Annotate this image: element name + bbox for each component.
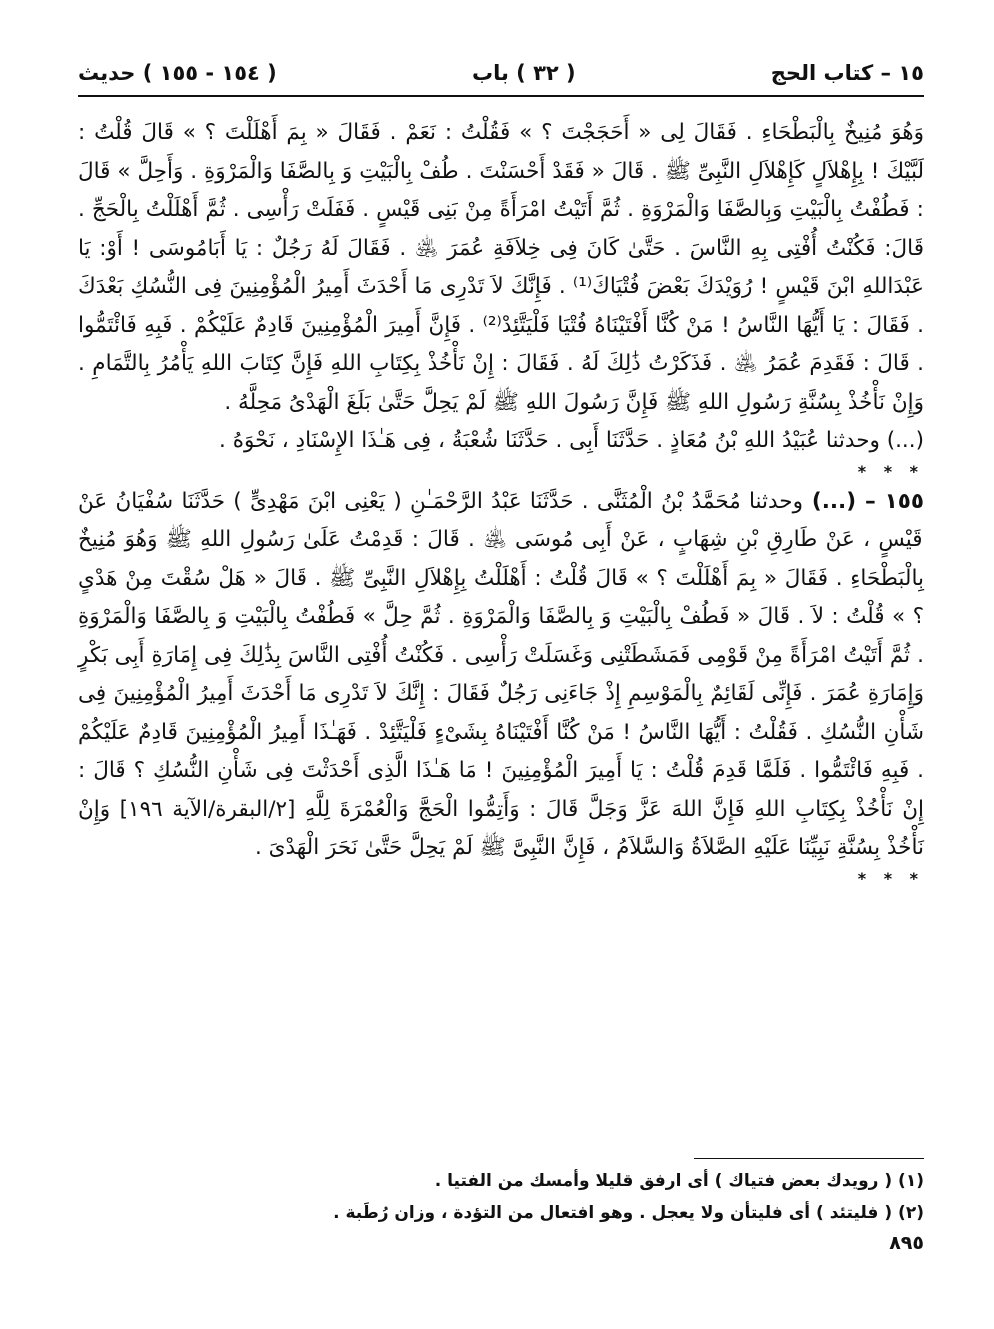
text-line: فَطُفْتُ بِالْبَيْتِ وَبِالصَّفَا وَالْمَرْوَةِ . ثُمَّ أَتَيْتُ امْرَأَةً مِنْ بَنِى قَيْسٍ . فَفَلَتْ رَأْسِى . ثُمَّ أَهْلَلْتُ بِالْحَجِّ . xyxy=(78,197,910,222)
footnote-1: (١) ( رويدك بعض فتياك ) أى ارفق قليلا وأمسك من الفتيا . xyxy=(434,1171,924,1191)
text-line: يَا أَيُّهَا النَّاسُ ! مَنْ كُنَّا أَفْتَيْنَاهُ فُتْيَا فَلْيَتَّئِدْ⁽²⁾ . فَإِنَّ أَمِيرَ الْمُؤْمِنِينَ قَادِمٌ عَلَيْكُمْ . فَبِهِ فَائْتَمُّوا . قَالَ : xyxy=(78,312,924,376)
text-line: قَالَ: فَكُنْتُ أُفْتِى بِهِ النَّاسَ . حَتَّىٰ كَانَ فِى خِلاَفَةِ عُمَرَ ﵁ . فَقَالَ لَهُ رَجُلٌ : يَا أَبَامُوسَى ! أَوْ: يَا عَبْدَاللهِ xyxy=(78,235,925,299)
section-separator: * * * xyxy=(857,461,924,481)
text-line: بِالْبَطْحَاءِ . فَقَالَ « بِمَ أَهْلَلْتَ ؟ » قَالَ قُلْتُ : أَهْلَلْتُ بِإِهْلاَلِ النَّبِىِّ ﷺ . قَالَ « هَلْ سُقْتَ مِنْ هَدْىٍ ؟ » xyxy=(78,565,925,629)
footnote-divider xyxy=(694,1158,924,1159)
footnote-2: (٢) ( فليتئد ) أى فليتأن ولا يعجل . وهو افتعال من التؤدة ، وزان رُطَبة . xyxy=(333,1203,924,1223)
section1-text xyxy=(78,114,924,422)
text-line: بِإِهْلاَلٍ كَإِهْلاَلِ النَّبِىِّ ﷺ . قَالَ « فَقَدْ أَحْسَنْتَ . طُفْ بِالْبَيْتِ وَ بِالصَّفَا وَالْمَرْوَةِ . وَأَحِلَّ » قَالَ : xyxy=(78,158,924,222)
text-line: بِكِتَابِ اللهِ فَإِنَّ اللهَ عَزَّ وَجَلَّ قَالَ : وَأَتِمُّوا الْحَجَّ وَالْعُمْرَةَ لِلَّهِ [٢/البقرة/الآية ١٩٦] وَإِنْ نَأْخُذْ بِسُنَّةِ نَبِيِّنَا xyxy=(78,796,924,860)
page-header xyxy=(78,52,924,94)
book-page xyxy=(78,52,924,1302)
header-hadith-range: ( ١٥٤ - ١٥٥ ) حديث xyxy=(78,61,277,85)
isnad-text: (...) وحدثنا عُبَيْدُ اللهِ بْنُ مُعَاذٍ . حَدَّثَنَا أَبِى . حَدَّثَنَا شُعْبَةُ ، فِى هَـٰذَا الإِسْنَادِ ، نَحْوَهُ . xyxy=(219,428,924,453)
text-line: قُلْتُ : لاَ . قَالَ « فَطُفْ بِالْبَيْتِ وَ بِالصَّفَا وَالْمَرْوَةِ . ثُمَّ حِلَّ » فَطُفْتُ بِالْبَيْتِ وَ بِالصَّفَا وَالْمَرْوَةِ . xyxy=(78,604,924,668)
header-chapter: ( ٣٢ ) باب xyxy=(471,61,576,85)
header-book-title: ١٥ – كتاب الحج xyxy=(770,61,924,85)
text-line: وَهُوَ مُنِيخٌ بِالْبَطْحَاءِ . فَقَالَ لِى « أَحَجَجْتَ ؟ » فَقُلْتُ : نَعَمْ . فَقَالَ « بِمَ أَهْلَلْتَ ؟ » قَالَ قُلْتُ : لَبَّيْكَ ! xyxy=(78,120,924,184)
text-line: ثُمَّ أَتَيْتُ امْرَأَةً مِنْ قَوْمِى فَمَشَطَتْنِى وَغَسَلَتْ رَأْسِى . فَكُنْتُ أُفْتِى النَّاسَ بِذَٰلِكَ فِى إِمَارَةِ أَبِى بَكْرٍ xyxy=(78,642,911,668)
text-line: نَأْخُذْ بِسُنَّةِ رَسُولِ اللهِ ﷺ فَإِنَّ رَسُولَ اللهِ ﷺ لَمْ يَحِلَّ حَتَّىٰ بَلَغَ الْهَدْىُ مَحِلَّهُ . xyxy=(224,389,886,415)
hadith-number: ١٥٥ – (...) xyxy=(802,488,924,514)
header-divider xyxy=(78,95,924,97)
text-line: فَقَدِمَ عُمَرُ ﵁ . فَذَكَرْتُ ذَٰلِكَ لَهُ . فَقَالَ : إِنْ نَأْخُذْ بِكِتَابِ اللهِ فَإِنَّ كِتَابَ اللهِ يَأْمُرُ بِالتَّمَامِ . وَإِنْ xyxy=(78,351,924,415)
text-line: النُّسُكِ . فَقُلْتُ : أَيُّهَا النَّاسُ ! مَنْ كُنَّا أَفْتَيْنَاهُ بِشَىْءٍ فَلْيَتَّئِدْ . فَهَـٰذَا أَمِيرُ الْمُؤْمِنِينَ قَادِمٌ عَلَيْكُمْ . فَبِهِ xyxy=(78,719,925,783)
page-number: ٨٩٥ xyxy=(889,1232,924,1254)
isnad-line xyxy=(78,422,924,461)
text-line: عَلَيْهِ الصَّلاَةُ وَالسَّلاَمُ ، فَإِنَّ النَّبِىَّ ﷺ لَمْ يَحِلَّ حَتَّىٰ نَحَرَ الْهَدْىَ . xyxy=(254,835,792,860)
section2-text xyxy=(78,483,924,868)
text-line: ابْنَ قَيْسٍ ! رُوَيْدَكَ بَعْضَ فُتْيَاكَ⁽¹⁾ . فَإِنَّكَ لاَ تَدْرِى مَا أَحْدَثَ أَمِيرُ الْمُؤْمِنِينَ فِى النُّسُكِ بَعْدَكَ . فَقَالَ : xyxy=(78,274,925,338)
text-line: فَائْتَمُّوا . فَلَمَّا قَدِمَ قُلْتُ : يَا أَمِيرَ الْمُؤْمِنِينَ ! مَا هَـٰذَا الَّذِى أَحْدَثْتَ فِى شَأْنِ النُّسُكِ ؟ قَالَ : إِنْ نَأْخُذْ xyxy=(78,758,924,822)
text-line: عَنْ قَيْسٍ ، عَنْ طَارِقِ بْنِ شِهَابٍ ، عَنْ أَبِى مُوسَى ﵁ . قَالَ : قَدِمْتُ عَلَىٰ رَسُولِ اللهِ ﷺ وَهُوَ مُنِيخٌ xyxy=(78,488,923,552)
text-line: وحدثنا مُحَمَّدُ بْنُ الْمُثَنَّى . حَدَّثَنَا عَبْدُ الرَّحْمَـٰنِ ( يَعْنِى ابْنَ مَهْدِىٍّ ) حَدَّثَنَا سُفْيَانُ xyxy=(107,488,803,514)
main-text xyxy=(78,114,924,890)
footnote-list xyxy=(78,1165,924,1229)
text-line: وَإِمَارَةِ عُمَرَ . فَإِنِّى لَقَائِمٌ بِالْمَوْسِمِ إِذْ جَاءَنِى رَجُلٌ فَقَالَ : إِنَّكَ لاَ تَدْرِى مَا أَحْدَثَ أَمِيرُ الْمُؤْمِنِينَ فِى شَأْنِ xyxy=(78,681,924,745)
footnotes-section xyxy=(78,1158,924,1229)
section-separator: * * * xyxy=(857,868,924,888)
